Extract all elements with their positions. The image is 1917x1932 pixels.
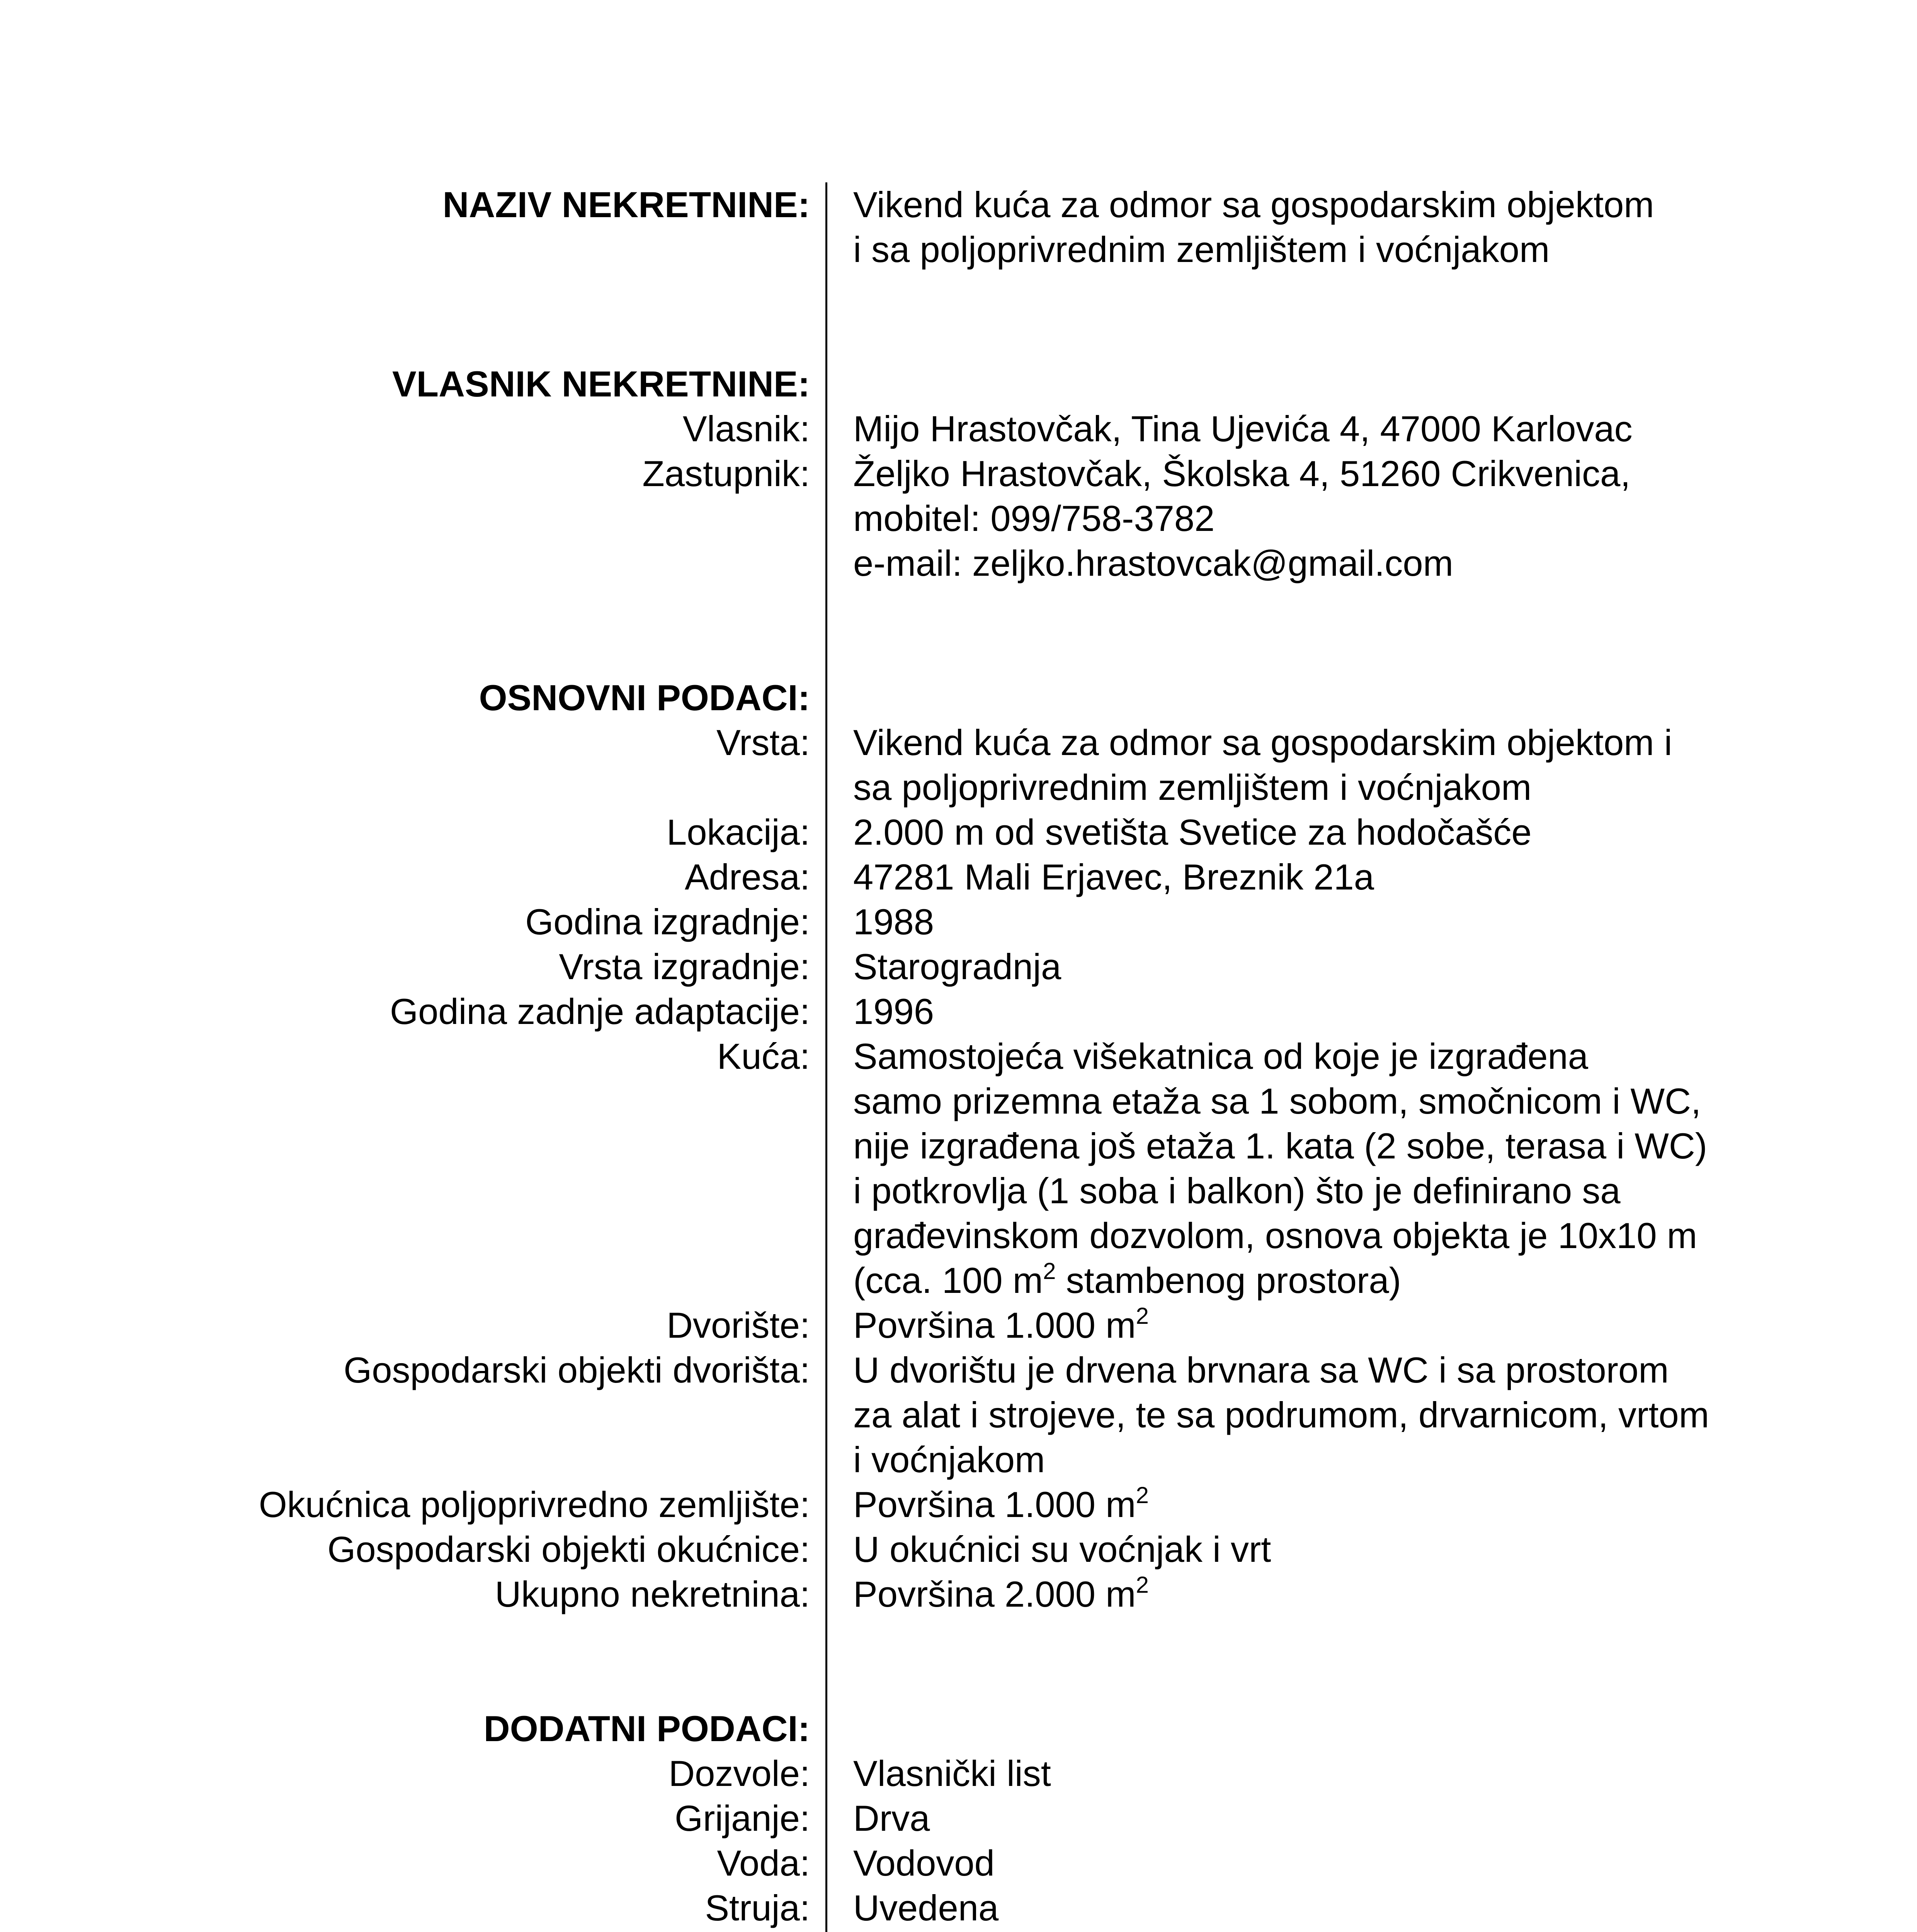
value-line: i sa poljoprivrednim zemljištem i voćnjakom bbox=[853, 229, 1550, 270]
field-label: Godina izgradnje: bbox=[525, 901, 810, 942]
value-line: sa poljoprivrednim zemljištem i voćnjakom bbox=[853, 767, 1532, 808]
row-adresa bbox=[0, 855, 1917, 900]
field-value bbox=[853, 989, 1742, 1034]
value-text: Površina 2.000 m bbox=[853, 1574, 1136, 1614]
value-line: U okućnici su voćnjak i vrt bbox=[853, 1529, 1271, 1570]
row-vrsta bbox=[0, 720, 1917, 810]
field-label: Grijanje: bbox=[674, 1798, 810, 1838]
email-line: e-mail: zeljko.hrastovcak@gmail.com bbox=[853, 543, 1453, 583]
value-line bbox=[853, 1930, 1742, 1932]
field-label: Dvorište: bbox=[667, 1305, 810, 1345]
value-line: U dvorištu je drvena brvnara sa WC i sa prostorom bbox=[853, 1350, 1669, 1390]
value-line: Vikend kuća za odmor sa gospodarskim objektom i bbox=[853, 722, 1672, 763]
field-value bbox=[853, 720, 1742, 810]
value-line: i voćnjakom bbox=[853, 1439, 1045, 1480]
section-heading-osnovni bbox=[0, 675, 1917, 720]
field-label: Godina zadnje adaptacije: bbox=[390, 991, 810, 1032]
value-line: Starogradnja bbox=[853, 946, 1061, 987]
field-label: Adresa: bbox=[685, 857, 810, 897]
field-value bbox=[853, 810, 1742, 855]
heading-label: OSNOVNI PODACI: bbox=[479, 677, 810, 718]
row-dozvole bbox=[0, 1751, 1917, 1796]
section-heading-vlasnik bbox=[0, 362, 1917, 406]
document bbox=[0, 182, 1917, 1932]
row-godina-izgradnje bbox=[0, 900, 1917, 944]
field-value bbox=[853, 1572, 1742, 1617]
field-label bbox=[0, 1930, 810, 1932]
field-value bbox=[853, 1527, 1742, 1572]
field-value bbox=[853, 1482, 1742, 1527]
field-value bbox=[853, 1303, 1742, 1348]
field-value bbox=[853, 1930, 1742, 1932]
field-value bbox=[853, 1751, 1742, 1796]
field-value bbox=[853, 900, 1742, 944]
field-label: Gospodarski objekti okućnice: bbox=[327, 1529, 810, 1570]
field-value bbox=[853, 1841, 1742, 1886]
heading-label: VLASNIK NEKRETNINE: bbox=[392, 364, 810, 404]
value-line: 2.000 m od svetišta Svetice za hodočašće bbox=[853, 812, 1532, 852]
superscript: 2 bbox=[1043, 1258, 1056, 1284]
value-text: Površina 1.000 m bbox=[853, 1484, 1136, 1525]
field-value bbox=[853, 944, 1742, 989]
field-label: Vrsta izgradnje: bbox=[559, 946, 810, 987]
row-lokacija bbox=[0, 810, 1917, 855]
field-label: Vrsta: bbox=[716, 722, 810, 763]
field-label: Ukupno nekretnina: bbox=[495, 1574, 810, 1614]
field-value bbox=[853, 1796, 1742, 1841]
value-line: Mijo Hrastovčak, Tina Ujevića 4, 47000 Karlovac bbox=[853, 408, 1633, 449]
field-value bbox=[853, 406, 1742, 451]
field-value bbox=[853, 1886, 1742, 1930]
row-vrsta-izgradnje bbox=[0, 944, 1917, 989]
field-label: Gospodarski objekti dvorišta: bbox=[344, 1350, 810, 1390]
row-dvoriste bbox=[0, 1303, 1917, 1348]
field-label: Vlasnik: bbox=[682, 408, 810, 449]
value-line: Vikend kuća za odmor sa gospodarskim objektom bbox=[853, 184, 1654, 225]
row-grijanje bbox=[0, 1796, 1917, 1841]
field-label: Lokacija: bbox=[667, 812, 810, 852]
row-gospodarski-okucnice bbox=[0, 1527, 1917, 1572]
field-label: Dozvole: bbox=[668, 1753, 810, 1794]
value-text: Površina 1.000 m bbox=[853, 1305, 1136, 1345]
value-line bbox=[853, 1572, 1742, 1617]
vertical-divider bbox=[825, 182, 827, 1932]
superscript: 2 bbox=[1136, 1303, 1149, 1329]
value-line: 47281 Mali Erjavec, Breznik 21a bbox=[853, 857, 1374, 897]
value-text: stambenog prostora) bbox=[1066, 1260, 1401, 1301]
heading-label: NAZIV NEKRETNINE: bbox=[442, 184, 810, 225]
field-label: Kuća: bbox=[717, 1036, 810, 1077]
value-line: samo prizemna etaža sa 1 sobom, smočnicom i WC, bbox=[853, 1081, 1701, 1121]
value-line: Vodovod bbox=[853, 1843, 995, 1883]
property-name-value bbox=[853, 182, 1742, 272]
row-vlasnik bbox=[0, 406, 1917, 451]
superscript: 2 bbox=[1136, 1572, 1149, 1598]
value-line: Uvedena bbox=[853, 1888, 999, 1928]
field-value bbox=[853, 855, 1742, 900]
value-line: Drva bbox=[853, 1798, 930, 1838]
row-zastupnik bbox=[0, 451, 1917, 586]
value-line: Željko Hrastovčak, Školska 4, 51260 Crikvenica, bbox=[853, 453, 1631, 494]
field-value bbox=[853, 1348, 1742, 1482]
field-label: Zastupnik: bbox=[642, 453, 810, 494]
field-value bbox=[853, 451, 1742, 586]
field-label: Struja: bbox=[705, 1888, 810, 1928]
value-line bbox=[853, 1258, 1742, 1303]
value-line: Vlasnički list bbox=[853, 1753, 1051, 1794]
superscript: 2 bbox=[1136, 1482, 1149, 1508]
row-gospodarski-dvorista bbox=[0, 1348, 1917, 1482]
value-text: (cca. 100 m bbox=[853, 1260, 1043, 1301]
section-heading-dodatni bbox=[0, 1706, 1917, 1751]
value-line: za alat i strojeve, te sa podrumom, drvarnicom, vrtom bbox=[853, 1395, 1709, 1435]
row-kanalizacija bbox=[0, 1930, 1917, 1932]
value-line: mobitel: 099/758-3782 bbox=[853, 498, 1215, 539]
row-struja bbox=[0, 1886, 1917, 1930]
value-line bbox=[853, 1482, 1742, 1527]
value-line: građevinskom dozvolom, osnova objekta je 10x10 m bbox=[853, 1215, 1698, 1256]
row-ukupno bbox=[0, 1572, 1917, 1617]
row-godina-adaptacije bbox=[0, 989, 1917, 1034]
field-value bbox=[853, 1034, 1742, 1303]
field-label: Okućnica poljoprivredno zemljište: bbox=[259, 1484, 810, 1525]
value-line: i potkrovlja (1 soba i balkon) što je definirano sa bbox=[853, 1170, 1621, 1211]
section-heading-naziv bbox=[0, 182, 1917, 272]
row-voda bbox=[0, 1841, 1917, 1886]
heading-label: DODATNI PODACI: bbox=[483, 1708, 810, 1749]
field-label: Voda: bbox=[717, 1843, 810, 1883]
value-line bbox=[853, 1303, 1742, 1348]
value-line: 1996 bbox=[853, 991, 934, 1032]
value-line: 1988 bbox=[853, 901, 934, 942]
row-kuca bbox=[0, 1034, 1917, 1303]
value-line: nije izgrađena još etaža 1. kata (2 sobe, terasa i WC) bbox=[853, 1126, 1708, 1166]
value-line: Samostojeća višekatnica od koje je izgrađena bbox=[853, 1036, 1588, 1077]
row-okucnica bbox=[0, 1482, 1917, 1527]
